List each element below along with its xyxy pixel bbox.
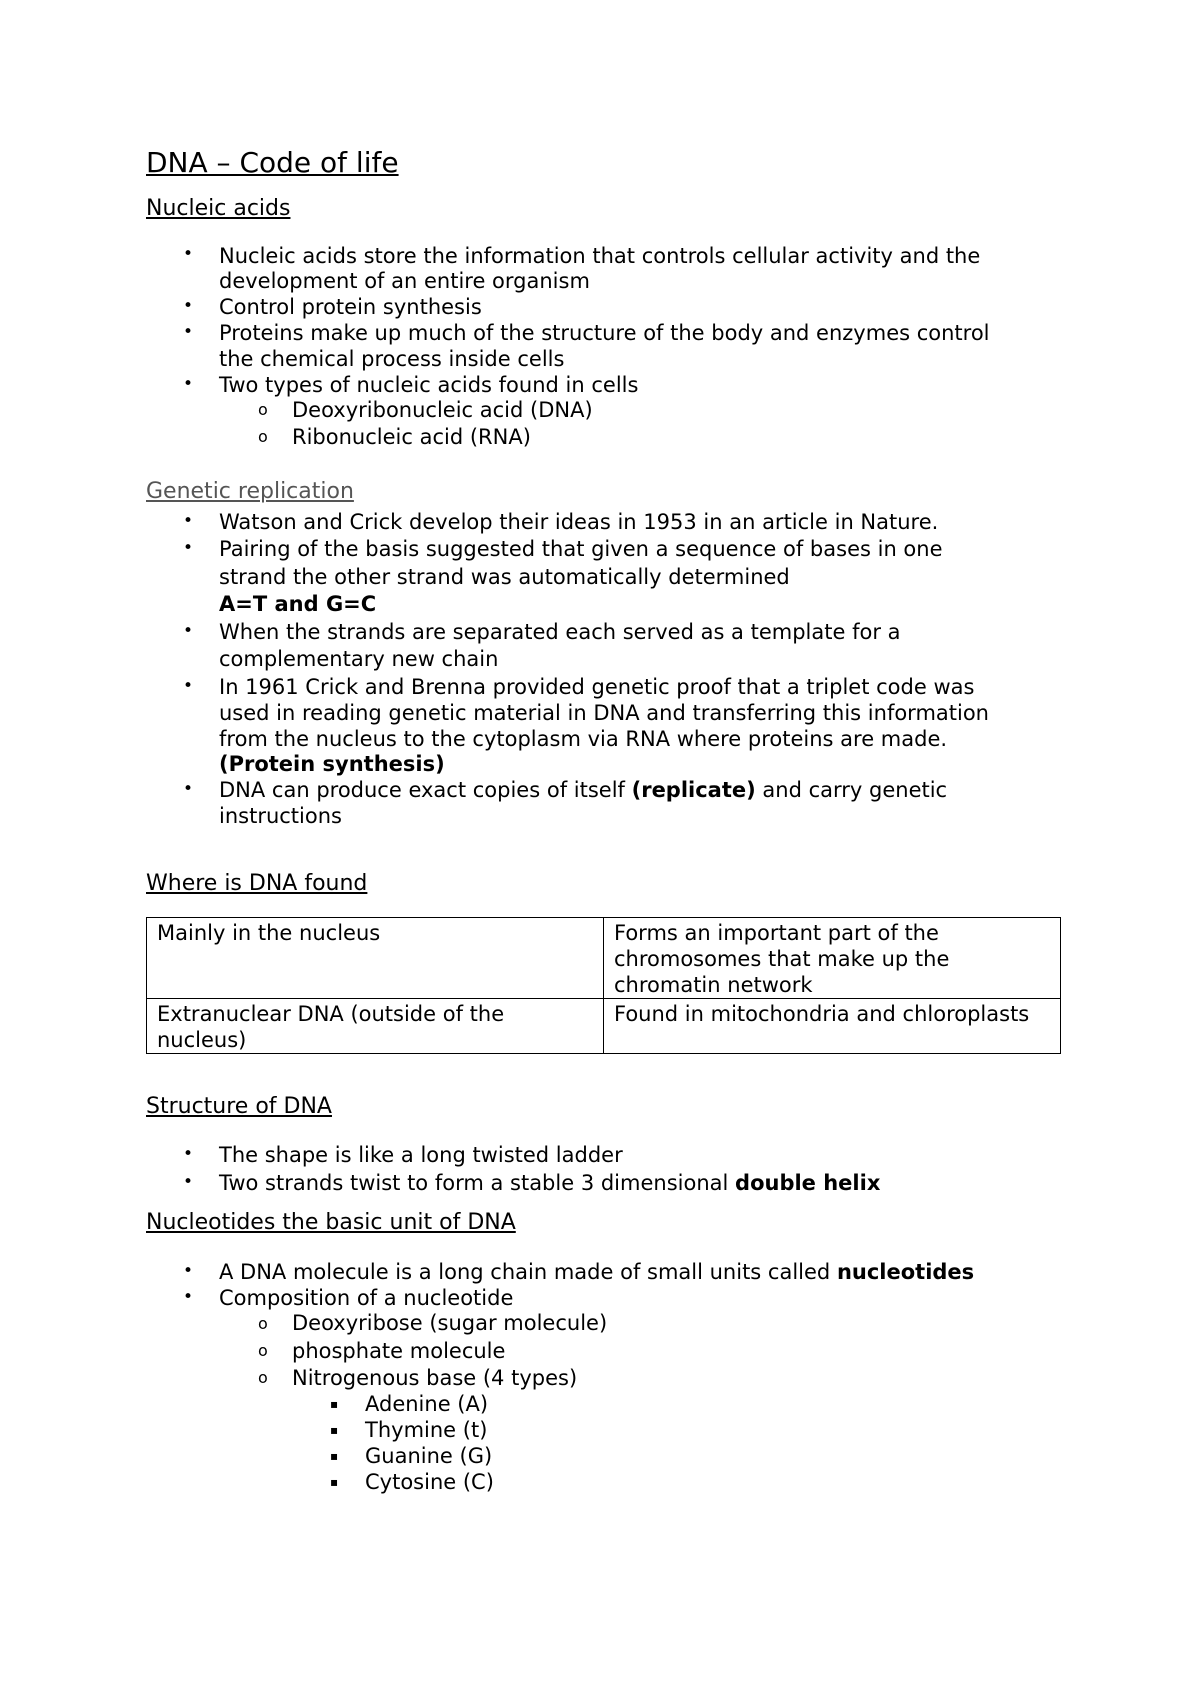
heading-nucleotides: Nucleotides the basic unit of DNA: [146, 1210, 516, 1235]
table-row: [147, 918, 1061, 999]
list-item-text: instructions: [219, 804, 342, 828]
list-item-text: DNA can produce exact copies of itself (replicate) and carry genetic: [219, 778, 948, 802]
list-item-text: Control protein synthesis: [219, 295, 482, 319]
bullet-marker: •: [183, 244, 194, 264]
list-item-text: development of an entire organism: [219, 269, 590, 293]
bullet-marker: •: [183, 1144, 194, 1164]
base-item: Guanine (G): [365, 1444, 493, 1468]
sub-sub-bullet-marker: ▪: [330, 1423, 339, 1437]
bullet-marker: •: [183, 322, 194, 342]
list-item-text: Composition of a nucleotide: [219, 1286, 514, 1310]
heading-genetic-replication: Genetic replication: [146, 479, 354, 504]
list-item-text: complementary new chain: [219, 647, 499, 671]
bullet-marker: •: [183, 374, 194, 394]
sub-bullet-marker: o: [258, 1341, 268, 1360]
bullet-marker: •: [183, 1261, 194, 1281]
bullet-marker: •: [183, 538, 194, 558]
list-item-text: When the strands are separated each served as a template for a: [219, 620, 901, 644]
dna-location-table: [146, 917, 1061, 1054]
table-cell: Found in mitochondria and chloroplasts: [604, 999, 1061, 1054]
table-row: [147, 999, 1061, 1054]
list-item-text: In 1961 Crick and Brenna provided genetic proof that a triplet code was: [219, 675, 975, 699]
list-item-text: Two strands twist to form a stable 3 dimensional double helix: [219, 1171, 881, 1195]
list-item-text: A DNA molecule is a long chain made of small units called nucleotides: [219, 1260, 975, 1284]
sub-sub-bullet-marker: ▪: [330, 1449, 339, 1463]
sub-list-item-text: Nitrogenous base (4 types): [292, 1366, 578, 1390]
pairing-rule: A=T and G=C: [219, 592, 377, 616]
sub-list-item-text: phosphate molecule: [292, 1339, 506, 1363]
list-item-text: Nucleic acids store the information that controls cellular activity and the: [219, 244, 981, 268]
bullet-marker: •: [183, 1172, 194, 1192]
sub-sub-bullet-marker: ▪: [330, 1397, 339, 1411]
list-item-text: Pairing of the basis suggested that given a sequence of bases in one: [219, 537, 943, 561]
list-item-text: The shape is like a long twisted ladder: [219, 1143, 623, 1167]
list-item-text: from the nucleus to the cytoplasm via RNA where proteins are made.: [219, 727, 948, 751]
sub-bullet-marker: o: [258, 1314, 268, 1333]
bullet-marker: •: [183, 676, 194, 696]
bullet-marker: •: [183, 779, 194, 799]
sub-bullet-marker: o: [258, 400, 268, 419]
list-item-text: used in reading genetic material in DNA and transferring this information: [219, 701, 989, 725]
heading-nucleic-acids: Nucleic acids: [146, 196, 291, 221]
base-item: Thymine (t): [365, 1418, 488, 1442]
sub-bullet-marker: o: [258, 1368, 268, 1387]
sub-sub-bullet-marker: ▪: [330, 1475, 339, 1489]
list-item-text: Watson and Crick develop their ideas in 1953 in an article in Nature.: [219, 510, 939, 534]
bullet-marker: •: [183, 296, 194, 316]
bullet-marker: •: [183, 511, 194, 531]
bullet-marker: •: [183, 621, 194, 641]
table-cell: Forms an important part of the chromosomes that make up the chromatin network: [604, 918, 1061, 999]
base-item: Adenine (A): [365, 1392, 489, 1416]
sub-bullet-marker: o: [258, 427, 268, 446]
table-cell: Mainly in the nucleus: [147, 918, 604, 999]
list-item-text: Proteins make up much of the structure of the body and enzymes control: [219, 321, 990, 345]
heading-structure: Structure of DNA: [146, 1094, 332, 1119]
base-item: Cytosine (C): [365, 1470, 494, 1494]
sub-list-item-text: Ribonucleic acid (RNA): [292, 425, 531, 449]
heading-where-found: Where is DNA found: [146, 871, 368, 896]
table-cell: Extranuclear DNA (outside of the nucleus): [147, 999, 604, 1054]
protein-synthesis-note: (Protein synthesis): [219, 752, 445, 776]
sub-list-item-text: Deoxyribose (sugar molecule): [292, 1311, 608, 1335]
list-item-text: the chemical process inside cells: [219, 347, 565, 371]
page-title: DNA – Code of life: [146, 146, 399, 179]
list-item-text: strand the other strand was automatically determined: [219, 565, 790, 589]
list-item-text: Two types of nucleic acids found in cells: [219, 373, 639, 397]
sub-list-item-text: Deoxyribonucleic acid (DNA): [292, 398, 593, 422]
bullet-marker: •: [183, 1287, 194, 1307]
